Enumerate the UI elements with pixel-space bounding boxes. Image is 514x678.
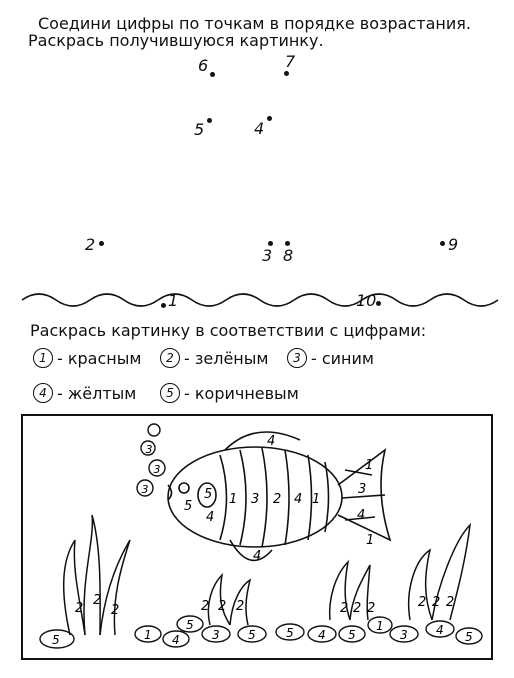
legend-label: - синим <box>311 348 374 368</box>
dot-label-1: 1 <box>168 291 179 310</box>
dot-label-6: 6 <box>198 56 209 75</box>
stone-num: 4 <box>172 633 180 647</box>
stone-num: 5 <box>248 628 256 642</box>
bubble-num: 3 <box>141 483 149 496</box>
coloring-heading: Раскрась картинку в соответствии с цифрами: <box>30 321 427 340</box>
legend-num-circle: 3 <box>287 348 307 368</box>
stone-num: 5 <box>286 626 294 640</box>
dot-label-10: 10 <box>356 291 377 310</box>
fish-num: 4 <box>357 508 366 523</box>
seaweed-num: 2 <box>446 595 455 610</box>
dot-label-9: 9 <box>448 235 459 254</box>
seaweed-num: 2 <box>93 593 102 608</box>
fish-num: 1 <box>366 533 375 548</box>
dot-label-7: 7 <box>285 52 296 71</box>
stone-num: 1 <box>376 619 384 633</box>
stone-num: 5 <box>186 618 194 632</box>
legend-label: - коричневым <box>184 383 299 403</box>
legend-label: - жёлтым <box>57 383 137 403</box>
seaweed-num: 2 <box>201 599 210 614</box>
fish-num: 3 <box>358 482 367 497</box>
fish-num: 4 <box>294 492 303 507</box>
bubble-empty <box>148 424 160 436</box>
dot-label-3: 3 <box>262 246 273 265</box>
stone-num: 4 <box>436 623 444 637</box>
instruction-line-1: Соедини цифры по точкам в порядке возрастания. <box>38 14 471 33</box>
fish-num: 5 <box>184 499 193 514</box>
fish-num: 3 <box>251 492 260 507</box>
seaweed-num: 2 <box>418 595 427 610</box>
stone-num: 5 <box>465 630 473 644</box>
legend-label: - красным <box>57 348 142 368</box>
stones <box>40 616 482 648</box>
seaweed-num: 2 <box>432 595 441 610</box>
dot-label-8: 8 <box>283 246 294 265</box>
bubble-num: 3 <box>145 443 153 456</box>
stone-num: 5 <box>348 628 356 642</box>
legend-num-circle: 2 <box>160 348 180 368</box>
dot-label-2: 2 <box>85 235 96 254</box>
fish-num: 4 <box>206 510 215 525</box>
legend-label: - зелёным <box>184 348 269 368</box>
stone-num: 1 <box>144 628 152 642</box>
instruction-line-2: Раскрась получившуюся картинку. <box>28 31 324 50</box>
fish-num: 5 <box>204 487 213 502</box>
seaweed-num: 2 <box>340 601 349 616</box>
dot-label-4: 4 <box>254 119 265 138</box>
dot-label-5: 5 <box>194 120 205 139</box>
legend-num-circle: 4 <box>33 383 53 403</box>
fish-num: 1 <box>365 458 374 473</box>
legend-num-circle: 1 <box>33 348 53 368</box>
seaweed-num: 2 <box>111 603 120 618</box>
seaweed-num: 2 <box>367 601 376 616</box>
fish-num: 2 <box>273 492 282 507</box>
stone-num: 3 <box>400 628 408 642</box>
aquarium-frame <box>22 415 492 659</box>
seaweed-num: 2 <box>75 601 84 616</box>
seaweed-num: 2 <box>353 601 362 616</box>
stone-num: 5 <box>52 633 60 647</box>
stone-num: 3 <box>212 628 220 642</box>
seaweed-num: 2 <box>218 599 227 614</box>
stone-num: 4 <box>318 628 326 642</box>
fish-num: 4 <box>267 434 276 449</box>
legend-num-circle: 5 <box>160 383 180 403</box>
fish-num: 4 <box>253 549 262 564</box>
fish-num: 1 <box>229 492 238 507</box>
bubble-num: 3 <box>153 463 161 476</box>
seaweed-num: 2 <box>236 599 245 614</box>
seaweed <box>64 515 470 635</box>
fish-num: 1 <box>312 492 321 507</box>
